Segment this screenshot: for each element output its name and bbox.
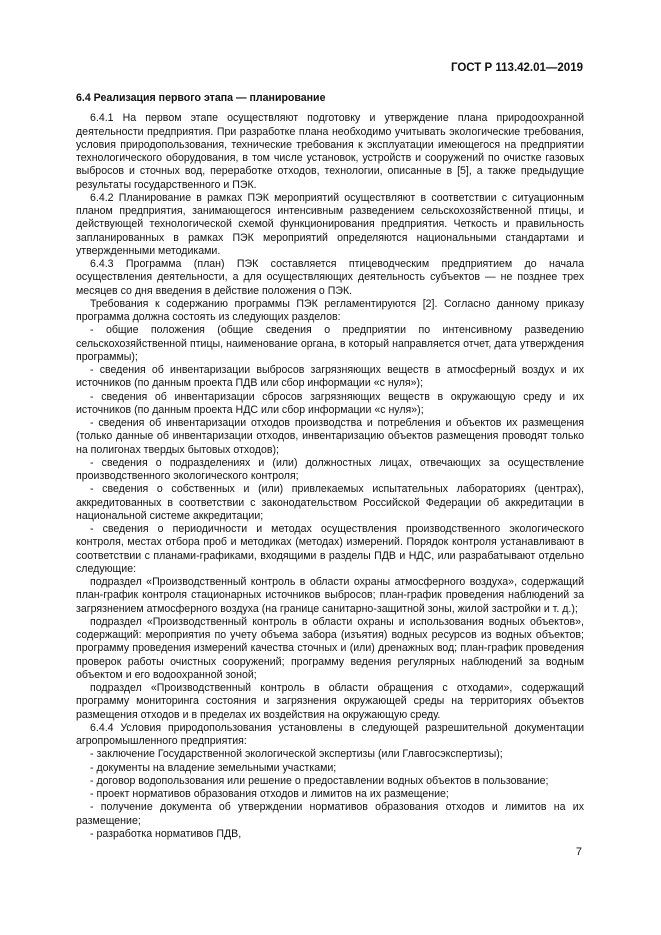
list-item: - сведения об инвентаризации отходов производства и потребления и объектов их размещения (только данные об инвентаризации отходов, инвентаризацию объектов размещения проводят только на полигонах твердых бытовых отходов);	[76, 417, 584, 456]
list-item: - заключение Государственной экологической экспертизы (или Главгосэкспертизы);	[90, 748, 503, 761]
subsection-waste: подраздел «Производственный контроль в области обращения с отходами», содержащий программу мониторинга состояния и загрязнения окружающей среды на территориях объектов размещения отходов и в пределах их воздействия на окружающую среду.	[76, 682, 584, 721]
list-item: - сведения об инвентаризации выбросов загрязняющих веществ в атмосферный воздух и их источников (по данным проекта ПДВ или сбор информации «с нуля»);	[76, 364, 584, 390]
subsection-air: подраздел «Производственный контроль в области охраны атмосферного воздуха», содержащий план-график контроля стационарных источников выбросов; план-график проведения наблюдений за загрязнением атмосферного воздуха (на границе санитарно-защитной зоны, жилой застройки и т. д.);	[76, 576, 584, 615]
page-body	[76, 92, 584, 841]
subsection-water: подраздел «Производственный контроль в области охраны и использования водных объектов», содержащий: мероприятия по учету объема забора (изъятия) водных ресурсов из водных объектов; программу проведения измерений качества сточных и (или) дренажных вод; план-график проведения проверок работы очистных сооружений; программу ведения регулярных наблюдений за водным объектом и его водоохранной зоной;	[76, 615, 584, 681]
list-item: - сведения о подразделениях и (или) должностных лицах, отвечающих за осуществление производственного экологического контроля;	[76, 456, 584, 482]
list-item: - сведения о собственных и (или) привлекаемых испытательных лабораториях (центрах), аккредитованных в соответствии с законодательством Российской Федерации об аккредитации в национальной системе аккредитации;	[76, 483, 584, 522]
paragraph-6-4-4: 6.4.4 Условия природопользования установлены в следующей разрешительной документации агропромышленного предприятия:	[76, 721, 584, 747]
list-item: - получение документа об утверждении нормативов образования отходов и лимитов на их размещение;	[76, 801, 584, 827]
list-item: - документы на владение земельными участками;	[90, 761, 337, 774]
page-number: 7	[575, 846, 582, 858]
list-item: - сведения об инвентаризации сбросов загрязняющих веществ в окружающую среду и их источников (по данным проекта НДС или сбор информации «с нуля»);	[76, 390, 584, 416]
list-item: - договор водопользования или решение о предоставлении водных объектов в пользование;	[90, 774, 549, 787]
paragraph-6-4-2: 6.4.2 Планирование в рамках ПЭК мероприятий осуществляют в соответствии с ситуационным планом предприятия, занимающегося интенсивным разведением сельскохозяйственной птицы, и действующей технологической схемой функционирования предприятия. Четкость и правильность запланированных в рамках ПЭК мероприятий определяются национальными стандартами и утвержденными методиками.	[76, 191, 584, 257]
paragraph-requirements: Требования к содержанию программы ПЭК регламентируются [2]. Согласно данному приказу программа должна состоять из следующих разделов:	[76, 297, 584, 323]
section-title: 6.4 Реализация первого этапа — планирование	[76, 92, 326, 104]
list-item: - проект нормативов образования отходов и лимитов на их размещение;	[90, 788, 449, 800]
list-item: - общие положения (общие сведения о предприятии по интенсивному разведению сельскохозяйственной птицы, наименование органа, в который направляется отчет, дата утверждения программы);	[76, 324, 584, 363]
list-item: - сведения о периодичности и методах осуществления производственного экологического контроля, местах отбора проб и методиках (методах) измерений. Порядок контроля устанавливают в соответствии с планами-графиками, входящими в разделы ПДВ и НДС, или разрабатывают отдельно следующие:	[76, 523, 584, 575]
paragraph-6-4-3: 6.4.3 Программа (план) ПЭК составляется птицеводческим предприятием до начала осуществления деятельности, а для осуществляющих деятельность субъектов — не позднее трех месяцев со дня введения в действие положения о ПЭК.	[76, 258, 584, 297]
paragraph-6-4-1: 6.4.1 На первом этапе осуществляют подготовку и утверждение плана природоохранной деятельности предприятия. При разработке плана необходимо учитывать экологические требования, условия природопользования, технические требования к эксплуатации имеющегося на предприятии технологического оборудования, в том числе установок, устройств и сооружений по очистке газовых выбросов и сточных вод, переработке отходов, технологии, описанные в [5], а также предыдущие результаты государственного и ПЭК.	[76, 112, 584, 191]
list-item: - разработка нормативов ПДВ,	[90, 827, 242, 840]
document-code-header: ГОСТ Р 113.42.01—2019	[450, 62, 583, 74]
